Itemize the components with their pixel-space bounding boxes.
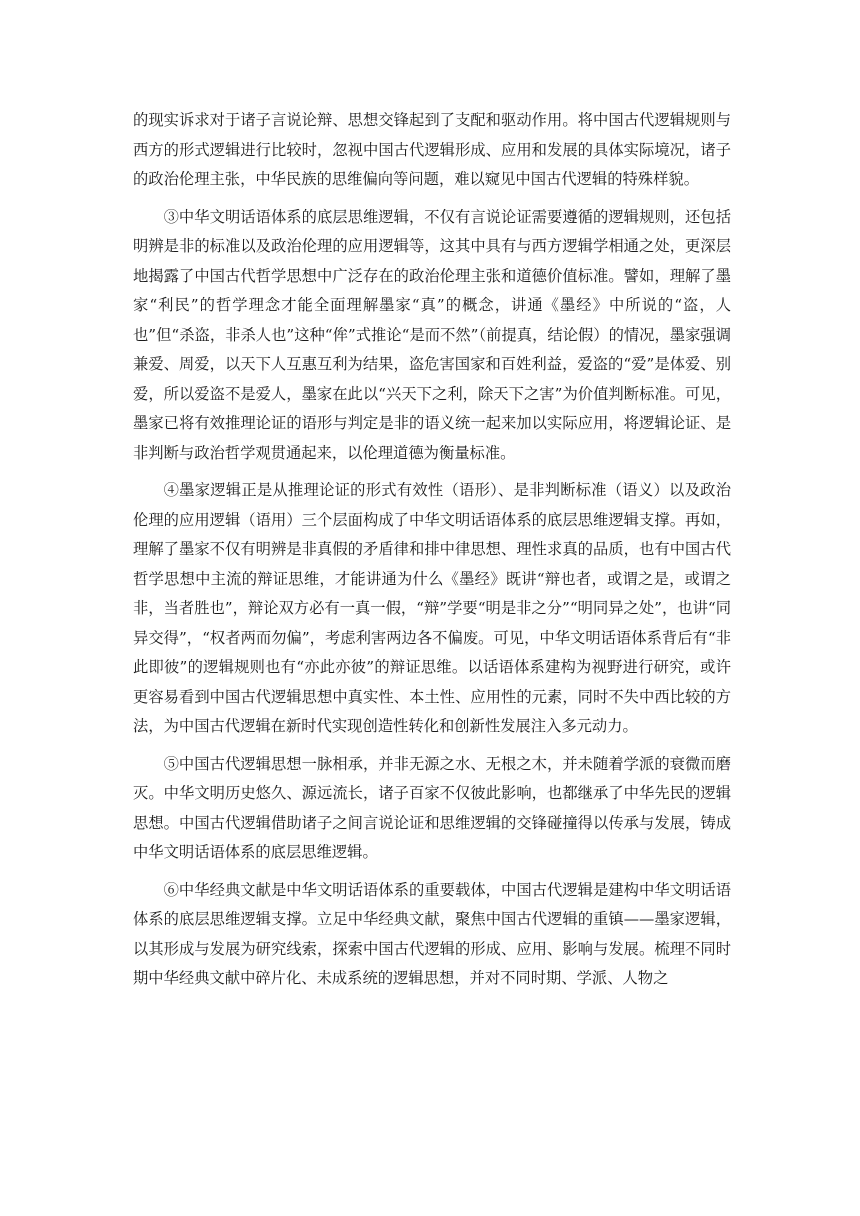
paragraph-continued: 的现实诉求对于诸子言说论辩、思想交锋起到了支配和驱动作用。将中国古代逻辑规则与西方的形式逻辑进行比较时，忽视中国古代逻辑形成、应用和发展的具体实际境况，诸子的政治伦理主张，中华民族的思维偏向等问题，难以窥见中国古代逻辑的特殊样貌。: [133, 111, 731, 188]
paragraph-5: ⑤中国古代逻辑思想一脉相承，并非无源之水、无根之木，并未随着学派的衰微而磨灭。中华文明历史悠久、源远流长，诸子百家不仅彼此影响，也都继承了中华先民的逻辑思想。中国古代逻辑借助诸子之间言说论证和思维逻辑的交锋碰撞得以传承与发展，铸成中华文明话语体系的底层思维逻辑。: [133, 754, 731, 861]
paragraph-4: ④墨家逻辑正是从推理论证的形式有效性（语形）、是非判断标准（语义）以及政治伦理的应用逻辑（语用）三个层面构成了中华文明话语体系的底层思维逻辑支撑。再如，理解了墨家不仅有明辨是非真假的矛盾律和排中律思想、理性求真的品质，也有中国古代哲学思想中主流的辩证思维，才能讲通为什么《墨经》既讲“辩也者，或谓之是，或谓之非，当者胜也”，辩论双方必有一真一假，“辩”学要“明是非之分”“明同异之处”，也讲“同异交得”，“权者两而勿偏”，考虑利害两边各不偏废。可见，中华文明话语体系背后有“非此即彼”的逻辑规则也有“亦此亦彼”的辩证思维。以话语体系建构为视野进行研究，或许更容易看到中国古代逻辑思想中真实性、本土性、应用性的元素，同时不失中西比较的方法，为中国古代逻辑在新时代实现创造性转化和创新性发展注入多元动力。: [133, 481, 731, 735]
paragraph-6: ⑥中华经典文献是中华文明话语体系的重要载体，中国古代逻辑是建构中华文明话语体系的底层思维逻辑支撑。立足中华经典文献，聚焦中国古代逻辑的重镇——墨家逻辑，以其形成与发展为研究线索，探索中国古代逻辑的形成、应用、影响与发展。梳理不同时期中华经典文献中碎片化、未成系统的逻辑思想，并对不同时期、学派、人物之: [133, 880, 731, 987]
paragraph-3: ③中华文明话语体系的底层思维逻辑，不仅有言说论证需要遵循的逻辑规则，还包括明辨是非的标准以及政治伦理的应用逻辑等，这其中具有与西方逻辑学相通之处，更深层地揭露了中国古代哲学思想中广泛存在的政治伦理主张和道德价值标准。譬如，理解了墨家“利民”的哲学理念才能全面理解墨家“真”的概念，讲通《墨经》中所说的“盗，人也”但“杀盗，非杀人也”这种“侔”式推论“是而不然”（前提真，结论假）的情况，墨家强调兼爱、周爱，以天下人互惠互利为结果，盗危害国家和百姓利益，爱盗的“爱”是体爱、别爱，所以爱盗不是爱人，墨家在此以“兴天下之利，除天下之害”为价值判断标准。可见，墨家已将有效推理论证的语形与判定是非的语义统一起来加以实际应用，将逻辑论证、是非判断与政治哲学观贯通起来，以伦理道德为衡量标准。: [133, 207, 731, 462]
article-body: [133, 106, 731, 1002]
